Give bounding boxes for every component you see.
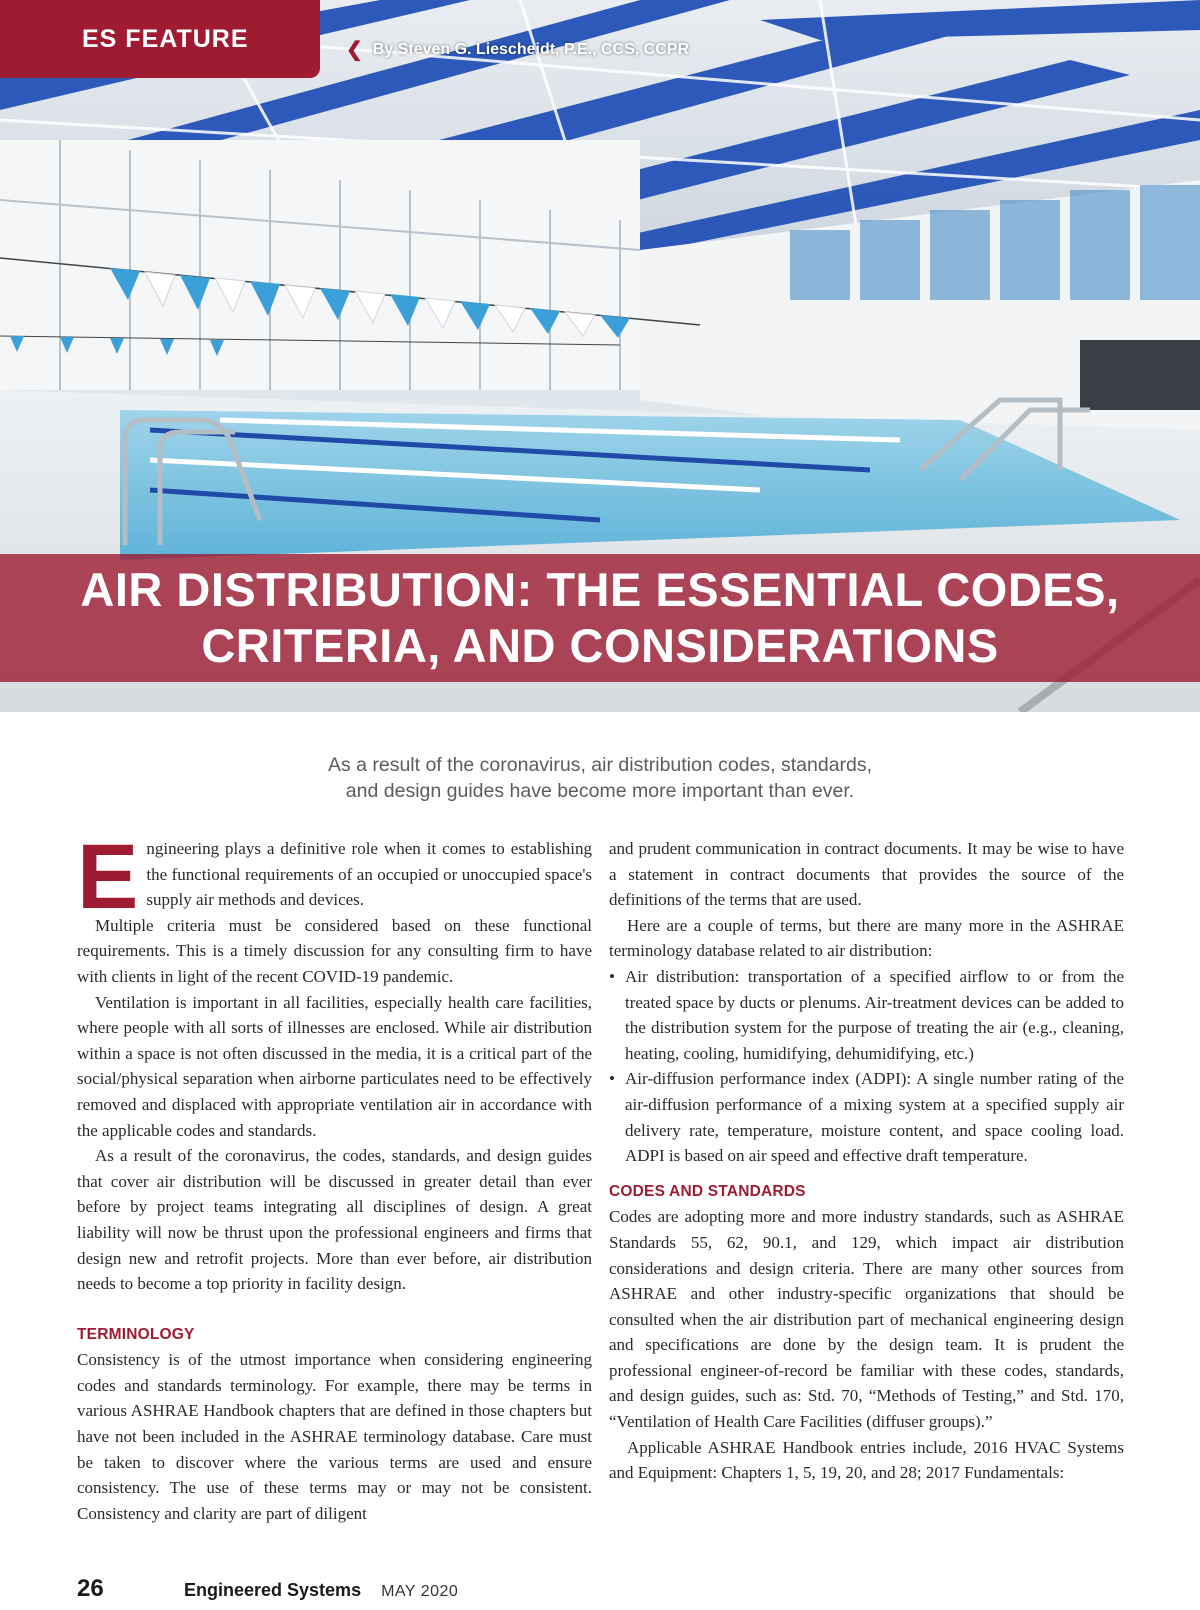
- list-item-text: Air-diffusion performance index (ADPI): A single number rating of the air-diffusion performance of a mixing system at a specified supply air delivery rate, temperature, moisture content, and space cooling load. ADPI is based on air speed and effective draft temperature.: [625, 1069, 1124, 1166]
- article-deck: [0, 752, 1200, 804]
- article-column-right: [609, 836, 1124, 1486]
- section-tab-label: ES FEATURE: [82, 24, 249, 53]
- title-band: [0, 554, 1200, 682]
- list-item: [609, 964, 1124, 1066]
- paragraph-intro: [77, 826, 592, 928]
- bullet-icon: •: [609, 966, 615, 986]
- terms-list: [609, 964, 1124, 1169]
- drop-cap: E: [77, 826, 139, 928]
- article-column-left: [77, 826, 592, 1526]
- list-item: [609, 1066, 1124, 1168]
- chevron-left-icon: ❮: [346, 39, 363, 61]
- issue-date: MAY 2020: [381, 1583, 459, 1600]
- section-heading-codes: CODES AND STANDARDS: [609, 1182, 806, 1200]
- paragraph: As a result of the coronavirus, the codes, standards, and design guides that cover air distribution will be discussed in greater detail than ever before by project teams integrating all disciplines of design. A great liability will now be thrust upon the professional engineers and firms that design new and retrofit projects. More than ever before, air distribution needs to become a top priority in facility design.: [77, 1146, 592, 1294]
- byline-text: By Steven G. Liescheidt, P.E., CCS, CCPR: [372, 41, 690, 58]
- list-item-text: Air distribution: transportation of a specified airflow to or from the treated space by ducts or plenums. Air-treatment devices can be added to the distribution system for the purpose of treating the air (e.g., cleaning, heating, cooling, humidifying, dehumidifying, etc.): [625, 966, 1124, 1063]
- bullet-icon: •: [609, 1069, 615, 1089]
- spacer: [77, 1297, 592, 1322]
- paragraph: Here are a couple of terms, but there are many more in the ASHRAE terminology database related to air distribution:: [609, 915, 1124, 961]
- deck-line-2: and design guides have become more important than ever.: [345, 780, 855, 802]
- section-tab: [0, 0, 320, 78]
- byline: [346, 38, 689, 62]
- paragraph: Applicable ASHRAE Handbook entries include, 2016 HVAC Systems and Equipment: Chapters 1, 5, 19, 20, and 28; 2017 Fundamentals:: [609, 1437, 1124, 1483]
- hero-photo: [0, 0, 1200, 712]
- paragraph: Codes are adopting more and more industry standards, such as ASHRAE Standards 55, 62, 90.1, and 129, which impact air distribution considerations and design criteria. There are many other sources from ASHRAE and other industry-specific organizations that should be consulted when the air distribution part of mechanical engineering design and specifications are done by the design team. It is prudent the professional engineer-of-record be familiar with these codes, standards, and design guides, such as: Std. 70, “Methods of Testing,” and Std. 170, “Ventilation of Health Care Facilities (diffuser groups).”: [609, 1207, 1124, 1432]
- deck-line-1: As a result of the coronavirus, air distribution codes, standards,: [327, 754, 873, 776]
- paragraph: and prudent communication in contract documents. It may be wise to have a statement in contract documents that provides the source of the definitions of the terms that are used.: [609, 839, 1124, 910]
- spacer: [609, 1169, 1124, 1179]
- paragraph: Consistency is of the utmost importance when considering engineering codes and standards terminology. For example, there may be terms in various ASHRAE Handbook chapters that are defined in those chapters but have not been included in the ASHRAE terminology database. Care must be taken to discover where the various terms are used and ensure consistency. The use of these terms may or may not be consistent. Consistency and clarity are part of diligent: [77, 1350, 592, 1523]
- article-title: AIR DISTRIBUTION: THE ESSENTIAL CODES, CRITERIA, AND CONSIDERATIONS: [80, 563, 1120, 672]
- page-footer: [77, 1575, 458, 1605]
- section-heading-terminology: TERMINOLOGY: [77, 1325, 195, 1343]
- page-number: 26: [77, 1575, 104, 1602]
- paragraph: Multiple criteria must be considered based on these functional requirements. This is a timely discussion for any consulting firm to have with clients in light of the recent COVID-19 pandemic.: [77, 915, 592, 986]
- paragraph: Ventilation is important in all facilities, especially health care facilities, where people with all sorts of illnesses are enclosed. While air distribution within a space is not often discussed in the media, it is a critical part of the social/physical separation when airborne particulates need to be effectively removed and displaced with appropriate ventilation air in accordance with the applicable codes and standards.: [77, 992, 592, 1140]
- magazine-name: Engineered Systems: [184, 1580, 362, 1600]
- paragraph-intro-text: ngineering plays a definitive role when it comes to establishing the functional requirements of an occupied or unoccupied space's supply air methods and devices.: [146, 839, 592, 910]
